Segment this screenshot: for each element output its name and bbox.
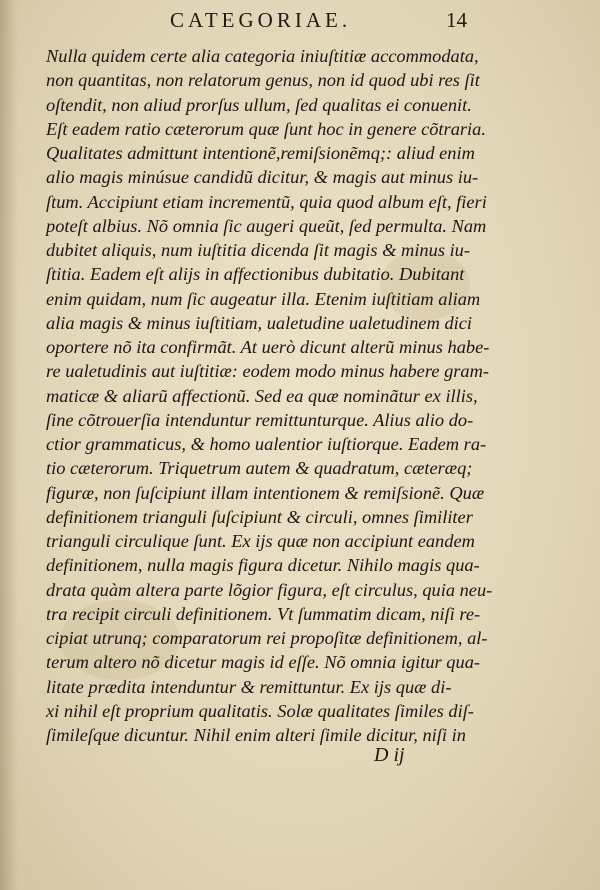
- text-line: tio cæterorum. Triquetrum autem & quadratum, cæteræq;: [46, 458, 473, 479]
- text-line: re ualetudinis aut iuſtitiæ: eodem modo minus habere gram-: [46, 361, 490, 382]
- catchword: D ij: [374, 744, 405, 766]
- text-line: dubitet aliquis, num iuſtitia dicenda ſit magis & minus iu-: [46, 240, 470, 260]
- text-line: ſtum. Accipiunt etiam incrementũ, quia quod album eſt, fieri: [46, 191, 487, 212]
- text-line: non quantitas, non relatorum genus, non id quod ubi res ſit: [46, 70, 480, 91]
- text-line: oſtendit, non aliud prorſus ullum, ſed qualitas ei conuenit.: [46, 94, 472, 115]
- body-text: [46, 44, 576, 747]
- text-line: xi nihil eſt proprium qualitatis. Solæ qualitates ſimiles diſ-: [46, 700, 474, 721]
- text-line: terum altero nõ dicetur magis id eſſe. Nõ omnia igitur qua-: [46, 652, 481, 673]
- text-line: ſimileſque dicuntur. Nihil enim alteri ſimile dicitur, niſi in: [46, 725, 466, 745]
- text-line: ſtitia. Eadem eſt alijs in affectionibus dubitatio. Dubitant: [46, 264, 465, 285]
- text-line: alio magis minúsue candidũ dicitur, & magis aut minus iu-: [46, 167, 479, 188]
- text-line: Qualitates admittunt intentionẽ,remiſsionẽmq;: aliud enim: [46, 143, 475, 163]
- text-line: figuræ, non ſuſcipiunt illam intentionem & remiſsionẽ. Quæ: [46, 482, 485, 503]
- text-line: ſine cõtrouerſia intenduntur remittunturque. Alius alio do-: [46, 409, 474, 430]
- text-line: drata quàm altera parte lõgior figura, eſt circulus, quia neu-: [46, 579, 493, 600]
- running-head: [0, 6, 600, 36]
- text-line: poteſt albius. Nõ omnia ſic augeri queũt, ſed permulta. Nam: [46, 215, 487, 236]
- text-line: Nulla quidem certe alia categoria iniuſtitiæ accommodata,: [46, 46, 479, 66]
- text-line: cipiat utrunq; comparatorum rei propoſitæ definitionem, al-: [46, 628, 488, 648]
- text-line: tra recipit circuli definitionem. Vt ſummatim dicam, niſi re-: [46, 603, 481, 624]
- text-line: definitionem, nulla magis figura dicetur. Nihilo magis qua-: [46, 555, 480, 576]
- text-line: definitionem trianguli ſuſcipiunt & circuli, omnes ſimiliter: [46, 506, 473, 527]
- running-head-title: CATEGORIAE.: [170, 8, 352, 32]
- text-line: maticæ & aliarũ affectionũ. Sed ea quæ nominãtur ex illis,: [46, 385, 478, 406]
- text-line: enim quidam, num ſic augeatur illa. Etenim iuſtitiam aliam: [46, 288, 481, 309]
- text-line: oportere nõ ita confirmãt. At uerò dicunt alterũ minus habe-: [46, 337, 490, 357]
- text-line: trianguli circulique ſunt. Ex ijs quæ non accipiunt eandem: [46, 531, 475, 551]
- text-line: Eſt eadem ratio cæterorum quæ ſunt hoc in genere cõtraria.: [46, 118, 486, 139]
- page-number: 14: [446, 8, 467, 32]
- text-line: litate prædita intenduntur & remittuntur. Ex ijs quæ di-: [46, 676, 452, 697]
- text-line: alia magis & minus iuſtitiam, ualetudine ualetudinem dici: [46, 312, 473, 333]
- text-line: ctior grammaticus, & homo ualentior iuſtiorque. Eadem ra-: [46, 434, 487, 454]
